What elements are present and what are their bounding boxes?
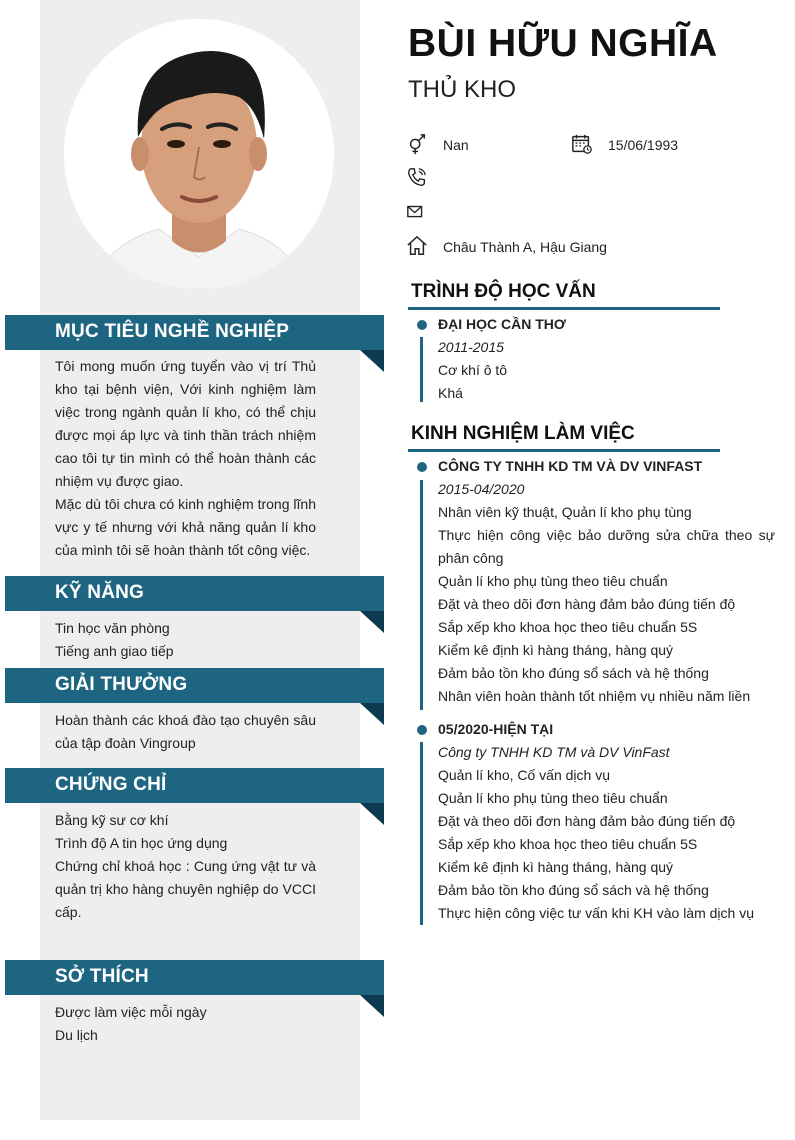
birthdate-value: 15/06/1993 [608,137,679,153]
education-heading: TRÌNH ĐỘ HỌC VẤN [411,281,596,302]
job-description [438,501,775,708]
objective-header-fold [360,350,384,372]
job-line: Thực hiện công việc bảo dưỡng sửa chữa theo sự phân công [438,527,775,566]
job-line: Quản lí kho phụ tùng theo tiêu chuẩn [438,790,668,806]
skills-header-fold [360,611,384,633]
job-company: CÔNG TY TNHH KD TM VÀ DV VINFAST [438,458,703,474]
calendar-icon [571,133,593,155]
skills-header [5,576,384,611]
timeline-dot [417,725,427,735]
job-line: Đảm bảo tồn kho đúng sổ sách và hệ thống [438,665,709,681]
job-company: 05/2020-HIỆN TẠI [438,721,554,737]
job-line: Kiểm kê định kì hàng tháng, hàng quý [438,859,674,875]
job-description [438,764,775,925]
certificates-list [55,809,316,924]
certificates-header-fold [360,803,384,825]
skill-item: Tin học văn phòng [55,620,170,636]
certificate-item: Bằng kỹ sư cơ khí [55,812,169,828]
job-line: Quản lí kho, Cố vấn dịch vụ [438,767,610,783]
education-major: Cơ khí ô tô [438,362,508,378]
awards-list [55,709,316,755]
job-line: Quản lí kho phụ tùng theo tiêu chuẩn [438,573,668,589]
timeline-dot [417,320,427,330]
certificate-item: Chứng chỉ khoá học : Cung ứng vật tư và quản trị kho hàng chuyên nghiệp do VCCI cấp. [55,858,316,920]
certificates-header [5,768,384,803]
timeline-line [420,480,423,710]
awards-header [5,668,384,703]
address-value: Châu Thành A, Hậu Giang [443,239,607,255]
objective-text [55,355,316,562]
certificate-item: Trình độ A tin học ứng dụng [55,835,228,851]
hobbies-header-fold [360,995,384,1017]
job-line: Nhân viên hoàn thành tốt nhiệm vụ nhiều năm liền [438,688,751,704]
email-icon [406,201,428,223]
hobby-item: Du lịch [55,1027,98,1043]
job-line: Sắp xếp kho khoa học theo tiêu chuẩn 5S [438,836,698,852]
full-name: BÙI HỮU NGHĨA [408,22,718,65]
job-line: Sắp xếp kho khoa học theo tiêu chuẩn 5S [438,619,698,635]
gender-icon [406,133,428,155]
objective-header [5,315,384,350]
hobbies-list [55,1001,316,1047]
certificates-heading: CHỨNG CHỈ [55,774,167,795]
award-item: Hoàn thành các khoá đào tạo chuyên sâu của tập đoàn Vingroup [55,712,316,751]
objective-paragraph: Tôi mong muốn ứng tuyển vào vị trí Thủ kho tại bệnh viện, Với kinh nghiệm làm việc trong ngành quản lí kho, có thể chịu được mọi áp lực và tinh thần trách nhiệm cao tôi tự tin mình có thể hoàn thành các nhiệm vụ được giao. [55,358,316,489]
skills-heading: KỸ NĂNG [55,582,145,603]
job-line: Thực hiện công việc tư vấn khi KH vào làm dịch vụ [438,905,754,921]
job-line: Đảm bảo tồn kho đúng sổ sách và hệ thống [438,882,709,898]
objective-heading: MỤC TIÊU NGHỀ NGHIỆP [55,321,290,342]
hobbies-heading: SỞ THÍCH [55,966,149,987]
hobby-item: Được làm việc mỗi ngày [55,1004,207,1020]
phone-icon [406,166,428,188]
education-grade: Khá [438,385,463,401]
experience-heading: KINH NGHIỆM LÀM VIỆC [411,423,635,444]
objective-paragraph: Mặc dù tôi chưa có kinh nghiệm trong lĩnh vực y tế nhưng với khả năng quản lí kho của mình tôi sẽ hoàn thành tốt công việc. [55,496,316,558]
education-school: ĐẠI HỌC CẦN THƠ [438,316,566,332]
timeline-line [420,337,423,402]
awards-heading: GIẢI THƯỞNG [55,674,188,695]
timeline-dot [417,462,427,472]
job-title: THỦ KHO [408,76,516,103]
job-period: Công ty TNHH KD TM và DV VinFast [438,744,670,760]
profile-photo [64,19,334,289]
job-line: Đặt và theo dõi đơn hàng đảm bảo đúng tiến độ [438,596,736,612]
home-icon [406,235,428,257]
gender-value: Nan [443,137,469,153]
experience-rule [408,449,720,452]
education-period: 2011-2015 [438,339,504,355]
job-period: 2015-04/2020 [438,481,525,497]
job-line: Nhân viên kỹ thuật, Quản lí kho phụ tùng [438,504,692,520]
job-line: Kiểm kê định kì hàng tháng, hàng quý [438,642,674,658]
skill-item: Tiếng anh giao tiếp [55,643,174,659]
hobbies-header [5,960,384,995]
job-line: Đặt và theo dõi đơn hàng đảm bảo đúng tiến độ [438,813,736,829]
education-rule [408,307,720,310]
timeline-line [420,742,423,925]
skills-list [55,617,316,663]
awards-header-fold [360,703,384,725]
